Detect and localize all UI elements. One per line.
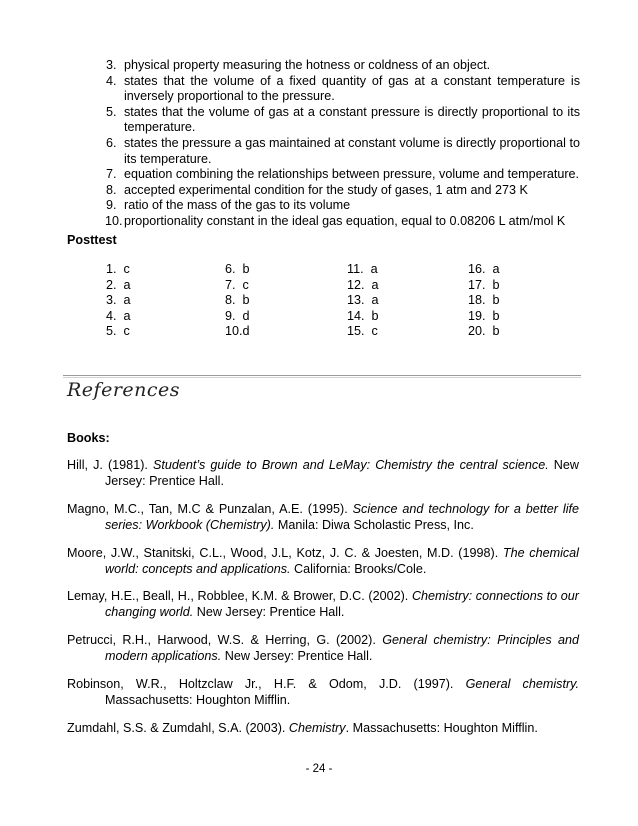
item-number: 6. — [106, 135, 117, 150]
ref-publisher: Massachusetts: Houghton Mifflin. — [105, 692, 291, 707]
answer-item: 9. d — [225, 308, 250, 323]
reference-list — [67, 458, 579, 749]
item-text: accepted experimental condition for the study of gases, 1 atm and 273 K — [124, 182, 528, 197]
answer-item: 15. c — [347, 324, 378, 339]
ref-title: General chemistry: Principles and modern applications. — [105, 633, 580, 664]
answer-item: 8. b — [225, 293, 250, 308]
answer-item: 7. c — [225, 277, 249, 292]
answer-item: 18. b — [468, 293, 500, 308]
item-number: 5. — [106, 104, 117, 119]
reference-entry — [67, 721, 579, 737]
ref-publisher: Manila: Diwa Scholastic Press, Inc. — [274, 517, 474, 532]
ref-authors: Petrucci, R.H., Harwood, W.S. & Herring, G. (2002). — [67, 633, 383, 648]
answer-column-1 — [106, 262, 131, 340]
answer-item: 16. a — [468, 262, 500, 276]
ref-authors: Magno, M.C., Tan, M.C & Punzalan, A.E. (1995). — [67, 501, 353, 516]
ref-title: The chemical world: concepts and applications. — [105, 545, 579, 576]
answer-item: 3. a — [106, 293, 131, 308]
ref-title: Science and technology for a better life series: Workbook (Chemistry). — [105, 501, 579, 532]
references-heading: References — [67, 379, 181, 401]
ref-title: Chemistry — [288, 720, 346, 735]
answer-item: 6. b — [225, 262, 250, 276]
definition-item — [106, 136, 580, 167]
definition-item — [106, 74, 580, 105]
ref-title: Chemistry: connections to our changing world. — [105, 589, 579, 620]
ref-publisher: . Massachusetts: Houghton Mifflin. — [345, 720, 538, 735]
answer-item: 1. c — [106, 262, 130, 276]
item-text: states the pressure a gas maintained at constant volume is directly proportional to its temperature. — [124, 135, 580, 166]
page-number: - 24 - — [305, 763, 333, 775]
item-text: states that the volume of a fixed quantity of gas at a constant temperature is inversely proportional to the pressure. — [124, 73, 580, 104]
item-number: 4. — [106, 73, 117, 88]
item-text: ratio of the mass of the gas to its volume — [124, 198, 351, 213]
ref-authors: Zumdahl, S.S. & Zumdahl, S.A. (2003). — [67, 720, 289, 735]
answer-item: 20. b — [468, 324, 500, 339]
ref-authors: Hill, J. (1981). — [67, 458, 153, 472]
ref-title: Student’s guide to Brown and LeMay: Chemistry the central science. — [153, 458, 549, 472]
item-text: physical property measuring the hotness or coldness of an object. — [124, 58, 491, 72]
ref-authors: Lemay, H.E., Beall, H., Robblee, K.M. & Brower, D.C. (2002). — [67, 589, 412, 604]
answer-item: 5. c — [106, 324, 130, 339]
definition-item — [106, 167, 580, 183]
answer-column-3 — [347, 262, 379, 340]
reference-entry — [67, 633, 579, 665]
books-heading: Books: — [67, 431, 110, 445]
item-number: 10. — [105, 213, 123, 228]
definition-item — [106, 58, 580, 74]
item-text: states that the volume of gas at a constant pressure is directly proportional to its temperature. — [124, 104, 580, 135]
reference-entry — [67, 546, 579, 578]
reference-entry — [67, 589, 579, 621]
definitions-list — [106, 58, 580, 230]
answer-item: 19. b — [468, 308, 500, 323]
answer-column-4 — [468, 262, 500, 340]
ref-publisher: New Jersey: Prentice Hall. — [105, 458, 579, 488]
reference-entry — [67, 677, 579, 709]
answer-item: 2. a — [106, 277, 131, 292]
answer-item: 4. a — [106, 308, 131, 323]
ref-authors: Moore, J.W., Stanitski, C.L., Wood, J.L, Kotz, J. C. & Joesten, M.D. (1998). — [67, 545, 503, 560]
item-number: 3. — [106, 58, 117, 72]
item-text: proportionality constant in the ideal gas equation, equal to 0.08206 L atm/mol K — [124, 213, 566, 228]
ref-authors: Robinson, W.R., Holtzclaw Jr., H.F. & Odom, J.D. (1997). — [67, 677, 466, 692]
item-number: 8. — [106, 182, 117, 197]
ref-publisher: New Jersey: Prentice Hall. — [221, 649, 373, 664]
section-divider-shadow — [63, 377, 581, 378]
item-number: 7. — [106, 167, 117, 182]
definition-item — [106, 214, 580, 230]
reference-entry — [67, 502, 579, 534]
answer-item: 13. a — [347, 293, 379, 308]
ref-title: General chemistry. — [465, 677, 579, 692]
reference-entry — [67, 458, 579, 490]
item-text: equation combining the relationships between pressure, volume and temperature. — [124, 167, 580, 182]
definition-item — [106, 198, 580, 214]
answer-item: 17. b — [468, 277, 500, 292]
answer-item: 14. b — [347, 308, 379, 323]
ref-publisher: New Jersey: Prentice Hall. — [193, 605, 345, 620]
posttest-heading: Posttest — [67, 233, 117, 247]
answer-item: 10.d — [225, 324, 250, 339]
answer-column-2 — [225, 262, 250, 340]
item-number: 9. — [106, 198, 117, 213]
definition-item — [106, 183, 580, 199]
answer-item: 12. a — [347, 277, 379, 292]
definition-item — [106, 105, 580, 136]
section-divider — [63, 375, 581, 376]
ref-publisher: California: Brooks/Cole. — [290, 561, 427, 576]
answer-item: 11. a — [347, 262, 378, 276]
